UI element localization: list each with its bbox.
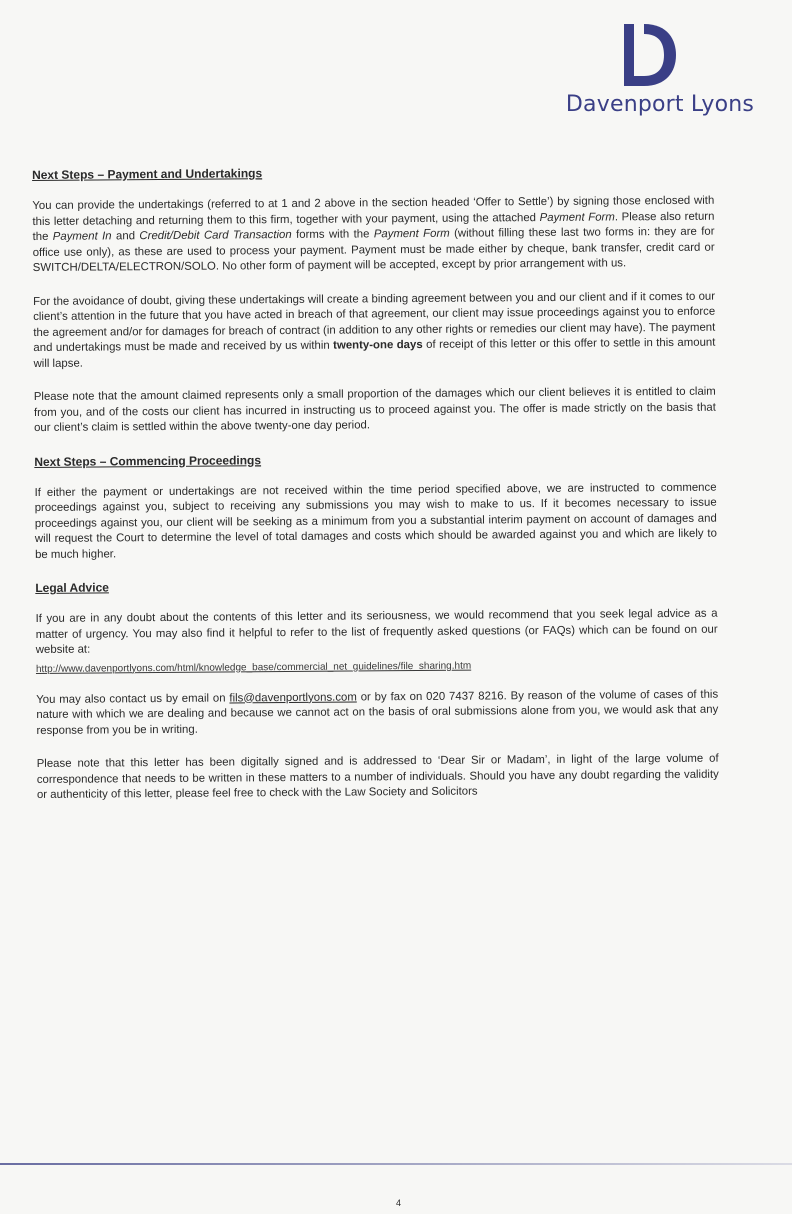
paragraph-digital-signature: Please note that this letter has been digitally signed and is addressed to ‘Dear Sir or Madam’, in light of the large volume of correspondence that needs to be written in these matters to a number of individuals. Should you have any doubt regarding the validity or authenticity of this letter, please feel free to check with the Law Society and Solicitors (36, 752, 719, 801)
paragraph-undertakings (32, 194, 715, 277)
italic-span: Payment Form (373, 227, 450, 241)
faq-url-link[interactable]: http://www.davenportlyons.com/html/knowledge_base/commercial_net_guidelines/file_sharing.htm (35, 660, 472, 675)
italic-span: Payment Form (539, 210, 615, 224)
text-span: (without filling these last two forms in: they are for office use only), as these are used to process your payment. Payment must be made either by cheque, bank transfer, credit card or SWITCH/DELTA/ELECTRON/SOLO. No other form of payment will be accepted, except by prior arrangement with us. (32, 225, 715, 274)
letter-body (32, 163, 719, 822)
italic-span: Payment In (52, 230, 112, 243)
davenport-lyons-d-logo-icon (620, 20, 680, 90)
paragraph-damages-note: Please note that the amount claimed represents only a small proportion of the damages which our client believes it is entitled to claim from you, and of the costs our client has incurred in instructing us to proceed against you. The offer is made strictly on the basis that our client’s claim is settled within the above twenty-one day period. (33, 385, 716, 434)
heading-payment-undertakings: Next Steps – Payment and Undertakings (32, 166, 263, 182)
paragraph-proceedings: If either the payment or undertakings are not received within the time period specified above, we are instructed to commence proceedings against you, subject to receiving any submissions you may wish to make to us. If it becomes necessary to issue proceedings against you, our client will be seeking as a minimum from you a substantial interim payment on account of damages and will request the Court to determine the level of total damages and costs which should be awarded against you and which are likely to be much higher. (34, 481, 717, 561)
company-logo (555, 20, 765, 130)
bold-span: twenty-one days (333, 338, 423, 352)
text-span: You can provide the undertakings (referred to at 1 and 2 above in the section headed ‘Offer to Settle’) by signing those enclosed with this letter detaching and returning them to this firm, together with your payment, using the attached (32, 194, 715, 228)
text-span: and (111, 230, 140, 243)
logo-wordmark: Davenport Lyons (565, 92, 755, 117)
heading-legal-advice: Legal Advice (35, 580, 109, 595)
email-link[interactable]: fils@davenportlyons.com (229, 690, 357, 704)
text-span: For the avoidance of doubt, giving these undertakings will create a binding agreement between you and our client and if it comes to our client’s attention in the future that you have acted in breach of that agreement, our client may issue proceedings against you to enforce the agreement and/or for damages for breach of contract (in addition to any other rights or remedies our client may have). The payment and undertakings must be made and received by us within (33, 290, 716, 354)
text-span: or by fax on 020 7437 8216. By reason of the volume of cases of this nature with which we are dealing and because we cannot act on the basis of oral submissions alone from you, we would ask that any response from you be in writing. (36, 688, 719, 737)
paragraph-binding-agreement (33, 289, 716, 372)
text-span: You may also contact us by email on (36, 691, 230, 706)
page-number: 4 (396, 1198, 402, 1208)
text-span: forms with the (291, 228, 374, 241)
text-span: . Please also return the (32, 210, 715, 243)
heading-commencing-proceedings: Next Steps – Commencing Proceedings (34, 452, 262, 469)
text-span: of receipt of this letter or this offer to settle in this amount will lapse. (33, 336, 716, 370)
italic-span: Credit/Debit Card Transaction (139, 228, 292, 243)
paragraph-legal-advice: If you are in any doubt about the contents of this letter and its seriousness, we would recommend that you seek legal advice as a matter of urgency. You may also find it helpful to refer to the list of frequently asked questions (or FAQs) which can be found on our website at: (35, 607, 718, 656)
paragraph-contact (36, 687, 718, 739)
footer-rule (0, 1163, 792, 1165)
